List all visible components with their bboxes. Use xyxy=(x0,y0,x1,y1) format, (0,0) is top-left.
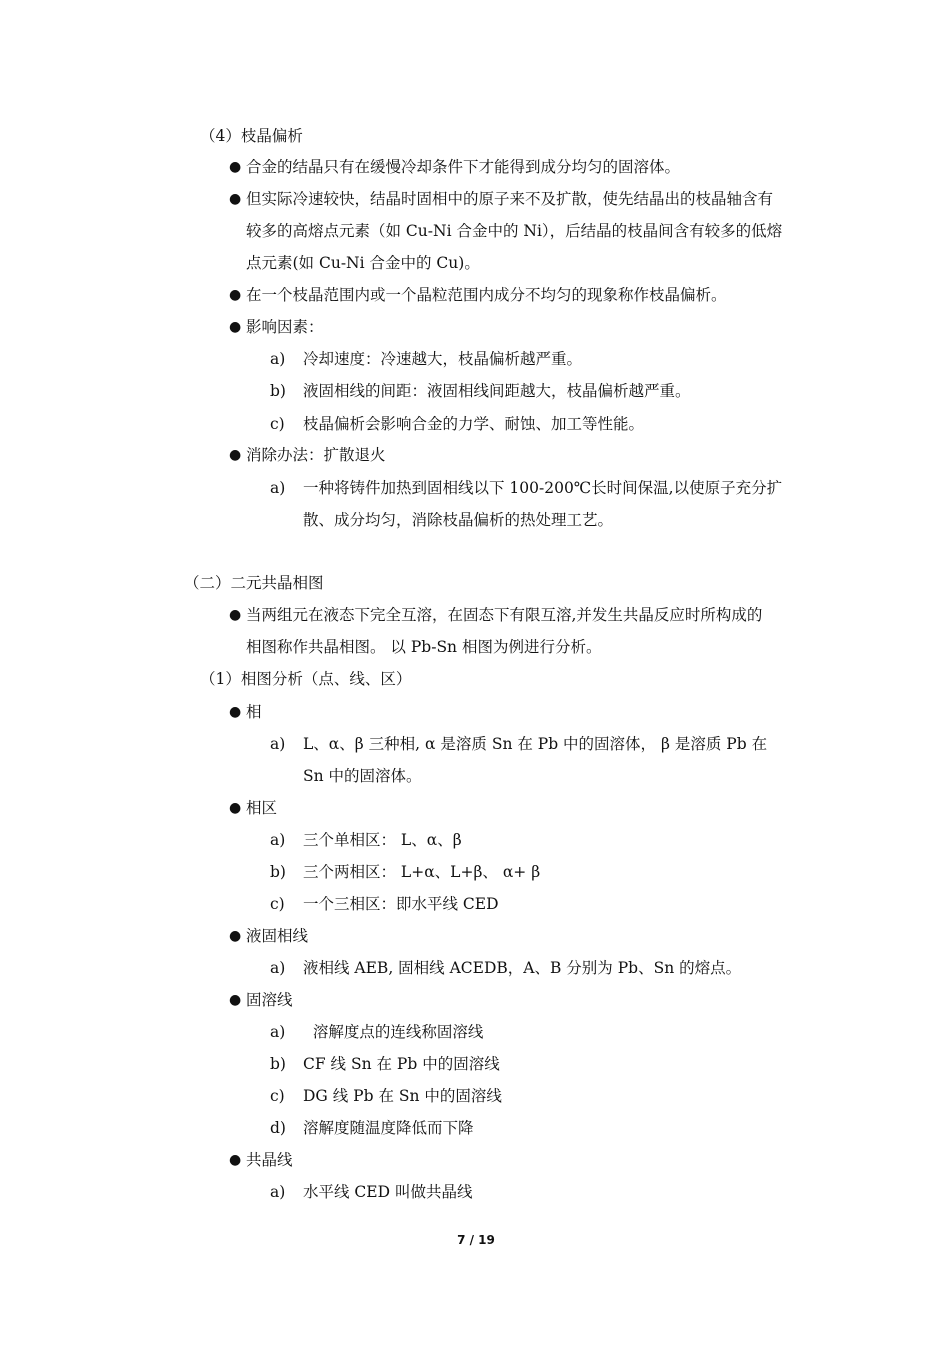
item-marker: d) xyxy=(270,1119,286,1137)
bullet-text: 合金的结晶只有在缓慢冷却条件下才能得到成分均匀的固溶体。 xyxy=(246,158,681,176)
bullet-icon: ● xyxy=(229,1152,242,1168)
item-marker: a) xyxy=(270,350,286,368)
bullet-icon: ● xyxy=(229,447,242,463)
bullet-icon: ● xyxy=(229,992,242,1008)
bullet-icon: ● xyxy=(229,704,242,720)
item-marker: c) xyxy=(270,415,285,433)
item-text: 一种将铸件加热到固相线以下 100-200℃长时间保温,以使原子充分扩 xyxy=(303,479,783,497)
item-text: 枝晶偏析会影响合金的力学、耐蚀、加工等性能。 xyxy=(303,415,645,433)
item-text: CF 线 Sn 在 Pb 中的固溶线 xyxy=(303,1055,500,1073)
item-text: 液固相线的间距：液固相线间距越大，枝晶偏析越严重。 xyxy=(303,382,691,400)
item-marker: b) xyxy=(270,382,286,400)
bullet-icon: ● xyxy=(229,928,242,944)
bullet-text: 相区 xyxy=(246,799,278,817)
bullet-text: 影响因素： xyxy=(246,318,324,336)
item-text: L、α、β 三种相, α 是溶质 Sn 在 Pb 中的固溶体， β 是溶质 Pb 在 xyxy=(303,735,768,753)
item-marker: a) xyxy=(270,1023,286,1041)
item-text: 三个两相区： L+α、L+β、 α+ β xyxy=(303,863,541,881)
item-text: DG 线 Pb 在 Sn 中的固溶线 xyxy=(303,1087,502,1105)
page-number: 7 / 19 xyxy=(457,1233,495,1247)
subsection-heading: （1）相图分析（点、线、区） xyxy=(200,670,412,688)
bullet-icon: ● xyxy=(229,319,242,335)
item-text-continued: 散、成分均匀，消除枝晶偏析的热处理工艺。 xyxy=(303,511,614,529)
item-marker: a) xyxy=(270,1183,286,1201)
item-marker: c) xyxy=(270,1087,285,1105)
item-text: 水平线 CED 叫做共晶线 xyxy=(303,1183,473,1201)
bullet-icon: ● xyxy=(229,159,242,175)
bullet-text: 液固相线 xyxy=(246,927,309,945)
bullet-icon: ● xyxy=(229,287,242,303)
item-text: 一个三相区：即水平线 CED xyxy=(303,895,499,913)
item-text: 溶解度随温度降低而下降 xyxy=(303,1119,474,1137)
item-text: 冷却速度：冷速越大，枝晶偏析越严重。 xyxy=(303,350,583,368)
item-text: 溶解度点的连线称固溶线 xyxy=(303,1023,484,1041)
section-heading: （4）枝晶偏析 xyxy=(200,127,303,145)
bullet-icon: ● xyxy=(229,191,242,207)
item-marker: c) xyxy=(270,895,285,913)
bullet-icon: ● xyxy=(229,607,242,623)
item-text-continued: Sn 中的固溶体。 xyxy=(303,767,422,785)
bullet-text-continued: 相图称作共晶相图。 以 Pb-Sn 相图为例进行分析。 xyxy=(246,638,602,656)
bullet-text-continued: 较多的高熔点元素（如 Cu-Ni 合金中的 Ni），后结晶的枝晶间含有较多的低熔 xyxy=(246,222,783,240)
bullet-text: 在一个枝晶范围内或一个晶粒范围内成分不均匀的现象称作枝晶偏析。 xyxy=(246,286,727,304)
bullet-text-continued: 点元素(如 Cu-Ni 合金中的 Cu)。 xyxy=(246,254,480,272)
bullet-text: 消除办法：扩散退火 xyxy=(246,446,386,464)
part-heading: （二）二元共晶相图 xyxy=(184,574,324,592)
item-marker: a) xyxy=(270,479,286,497)
bullet-text: 但实际冷速较快，结晶时固相中的原子来不及扩散，使先结晶出的枝晶轴含有 xyxy=(246,190,774,208)
item-marker: b) xyxy=(270,1055,286,1073)
item-text: 三个单相区： L、α、β xyxy=(303,831,462,849)
item-text: 液相线 AEB, 固相线 ACEDB，A、B 分别为 Pb、Sn 的熔点。 xyxy=(303,959,742,977)
bullet-text: 固溶线 xyxy=(246,991,293,1009)
item-marker: a) xyxy=(270,831,286,849)
item-marker: a) xyxy=(270,959,286,977)
bullet-icon: ● xyxy=(229,800,242,816)
bullet-text: 共晶线 xyxy=(246,1151,293,1169)
item-marker: a) xyxy=(270,735,286,753)
item-marker: b) xyxy=(270,863,286,881)
bullet-text: 当两组元在液态下完全互溶，在固态下有限互溶,并发生共晶反应时所构成的 xyxy=(246,606,763,624)
bullet-text: 相 xyxy=(246,703,262,721)
